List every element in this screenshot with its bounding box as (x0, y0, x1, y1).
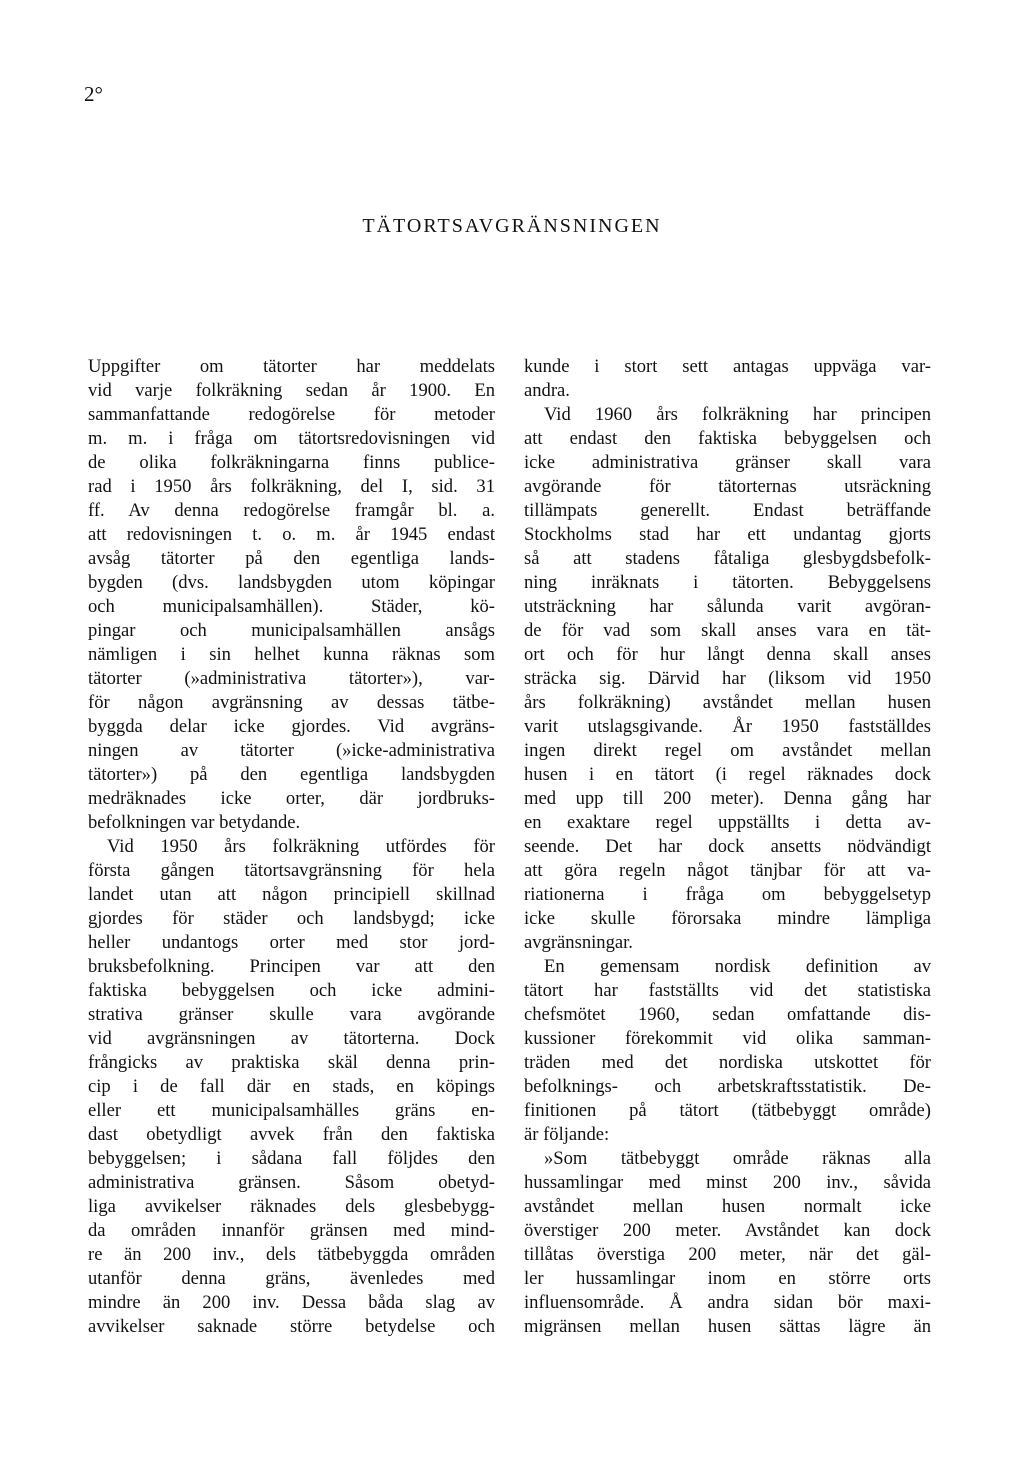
text-line: sträcka sig. Därvid har (liksom vid 1950 (524, 668, 931, 689)
text-line: rad i 1950 års folkräkning, del I, sid. 31 (88, 476, 495, 497)
page-number: 2° (84, 82, 103, 106)
text-line: icke skulle förorsaka mindre lämpliga (524, 908, 931, 929)
text-line: faktiska bebyggelsen och icke admini- (88, 980, 495, 1001)
text-line: så att stadens fåtaliga glesbygdsbefolk- (524, 548, 931, 569)
text-line: vid avgränsningen av tätorterna. Dock (88, 1028, 495, 1049)
text-line: att göra regeln något tänjbar för att va- (524, 860, 931, 881)
text-line: nämligen i sin helhet kunna räknas som (88, 644, 495, 665)
text-line: bebyggelsen; i sådana fall följdes den (88, 1148, 495, 1169)
text-line: avsåg tätorter på den egentliga lands- (88, 548, 495, 569)
text-line: att endast den faktiska bebyggelsen och (524, 428, 931, 449)
text-line: riationerna i fråga om bebyggelsetyp (524, 884, 931, 905)
text-line: ning inräknats i tätorten. Bebyggelsens (524, 572, 931, 593)
text-line: tätort har fastställts vid det statistiska (524, 980, 931, 1001)
text-line: är följande: (524, 1124, 610, 1145)
text-line: avvikelser saknade större betydelse och (88, 1316, 495, 1337)
text-line: ingen direkt regel om avståndet mellan (524, 740, 931, 761)
text-line: tillämpats generellt. Endast beträffande (524, 500, 931, 521)
text-line: icke administrativa gränser skall vara (524, 452, 931, 473)
text-line: »Som tätbebyggt område räknas alla (544, 1148, 931, 1169)
text-line: migränsen mellan husen sättas lägre än (524, 1316, 931, 1337)
text-line: avgränsningar. (524, 932, 633, 953)
text-line: tätorter») på den egentliga landsbygden (88, 764, 495, 785)
text-line: strativa gränser skulle vara avgörande (88, 1004, 495, 1025)
text-line: ler hussamlingar inom en större orts (524, 1268, 931, 1289)
text-line: en exaktare regel uppställts i detta av- (524, 812, 931, 833)
text-line: hussamlingar med minst 200 inv., såvida (524, 1172, 931, 1193)
text-line: varit utslagsgivande. År 1950 fastställdes (524, 716, 931, 737)
text-line: bruksbefolkning. Principen var att den (88, 956, 495, 977)
text-line: befolknings- och arbetskraftsstatistik. De- (524, 1076, 931, 1097)
text-line: första gången tätortsavgränsning för hela (88, 860, 495, 881)
text-line: års folkräkning) avståndet mellan husen (524, 692, 931, 713)
text-line: ort och för hur långt denna skall anses (524, 644, 931, 665)
text-line: befolkningen var betydande. (88, 812, 301, 833)
text-line: Vid 1960 års folkräkning har principen (544, 404, 931, 425)
text-line: husen i en tätort (i regel räknades dock (524, 764, 931, 785)
text-line: Stockholms stad har ett undantag gjorts (524, 524, 931, 545)
text-line: kunde i stort sett antagas uppväga var- (524, 356, 931, 377)
text-line: utanför denna gräns, ävenledes med (88, 1268, 495, 1289)
text-line: och municipalsamhällen). Städer, kö- (88, 596, 495, 617)
text-line: att redovisningen t. o. m. år 1945 endast (88, 524, 495, 545)
text-line: tillåtas överstiga 200 meter, när det gäl- (524, 1244, 931, 1265)
text-line: medräknades icke orter, där jordbruks- (88, 788, 495, 809)
text-line: pingar och municipalsamhällen ansågs (88, 620, 495, 641)
text-line: vid varje folkräkning sedan år 1900. En (88, 380, 495, 401)
text-line: da områden innanför gränsen med mind- (88, 1220, 495, 1241)
text-line: eller ett municipalsamhälles gräns en- (88, 1100, 495, 1121)
text-line: heller undantogs orter med stor jord- (88, 932, 495, 953)
text-line: kussioner förekommit vid olika samman- (524, 1028, 931, 1049)
page-title: TÄTORTSAVGRÄNSNINGEN (362, 215, 662, 237)
text-line: byggda delar icke gjordes. Vid avgräns- (88, 716, 495, 737)
text-line: frångicks av praktiska skäl denna prin- (88, 1052, 495, 1073)
text-line: träden med det nordiska utskottet för (524, 1052, 931, 1073)
text-line: ningen av tätorter (»icke-administrativa (88, 740, 495, 761)
text-line: influensområde. Å andra sidan bör maxi- (524, 1292, 931, 1313)
text-line: re än 200 inv., dels tätbebyggda områden (88, 1244, 495, 1265)
text-line: chefsmötet 1960, sedan omfattande dis- (524, 1004, 931, 1025)
left-column (88, 355, 495, 1339)
text-line: mindre än 200 inv. Dessa båda slag av (88, 1292, 495, 1313)
text-line: cip i de fall där en stads, en köpings (88, 1076, 495, 1097)
text-line: m. m. i fråga om tätortsredovisningen vid (88, 428, 495, 449)
text-line: andra. (524, 380, 570, 401)
text-line: En gemensam nordisk definition av (544, 956, 931, 977)
text-line: överstiger 200 meter. Avståndet kan dock (524, 1220, 931, 1241)
text-line: dast obetydligt avvek från den faktiska (88, 1124, 495, 1145)
text-line: de olika folkräkningarna finns publice- (88, 452, 495, 473)
text-line: gjordes för städer och landsbygd; icke (88, 908, 495, 929)
text-line: Uppgifter om tätorter har meddelats (88, 356, 495, 377)
text-line: sammanfattande redogörelse för metoder (88, 404, 495, 425)
text-line: seende. Det har dock ansetts nödvändigt (524, 836, 931, 857)
right-column (524, 355, 931, 1339)
text-line: administrativa gränsen. Såsom obetyd- (88, 1172, 495, 1193)
text-line: finitionen på tätort (tätbebyggt område) (524, 1100, 931, 1121)
text-line: Vid 1950 års folkräkning utfördes för (107, 836, 495, 857)
text-line: landet utan att någon principiell skillnad (88, 884, 495, 905)
text-line: tätorter (»administrativa tätorter»), var- (88, 668, 495, 689)
text-line: avståndet mellan husen normalt icke (524, 1196, 931, 1217)
text-line: de för vad som skall anses vara en tät- (524, 620, 931, 641)
text-line: liga avvikelser räknades dels glesbebygg- (88, 1196, 495, 1217)
text-line: ff. Av denna redogörelse framgår bl. a. (88, 500, 495, 521)
text-line: för någon avgränsning av dessas tätbe- (88, 692, 495, 713)
text-line: med upp till 200 meter). Denna gång har (524, 788, 931, 809)
text-line: utsträckning har sålunda varit avgöran- (524, 596, 931, 617)
text-line: bygden (dvs. landsbygden utom köpingar (88, 572, 495, 593)
text-line: avgörande för tätorternas utsräckning (524, 476, 931, 497)
